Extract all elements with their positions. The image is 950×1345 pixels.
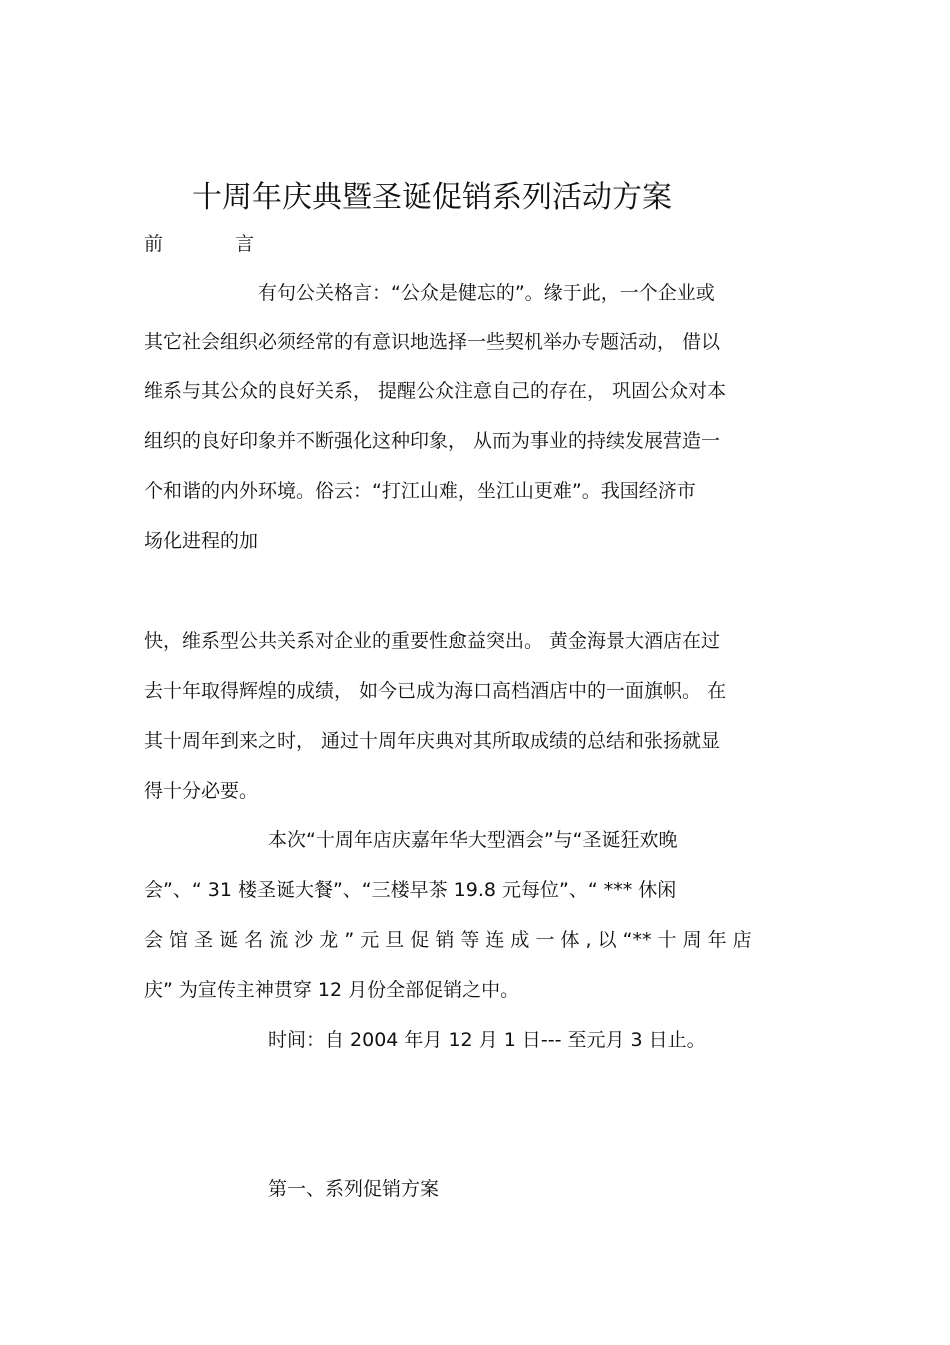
para2-line: 得十分必要。 — [144, 780, 259, 802]
para2-line: 去十年取得辉煌的成绩， 如今已成为海口高档酒店中的一面旗帜。 在 — [144, 680, 727, 702]
para2-line: 其十周年到来之时， 通过十周年庆典对其所取成绩的总结和张扬就显 — [144, 730, 721, 752]
document-title: 十周年庆典暨圣诞促销系列活动方案 — [192, 180, 672, 215]
preface-heading — [144, 229, 254, 256]
preface-char-1: 前 — [144, 233, 164, 255]
para3-line: 庆” 为宣传主神贯穿 12 月份全部促销之中。 — [144, 979, 520, 1001]
para1-line: 有句公关格言：“公众是健忘的”。缘于此，一个企业或 — [258, 282, 715, 304]
time-line: 时间：自 2004 年月 12 月 1 日--- 至元月 3 日止。 — [268, 1029, 706, 1051]
para1-line: 场化进程的加 — [144, 530, 259, 552]
section-heading: 第一、系列促销方案 — [268, 1178, 440, 1200]
para3-line: 本次“十周年店庆嘉年华大型酒会”与“圣诞狂欢晚 — [268, 829, 678, 851]
para1-line: 组织的良好印象并不断强化这种印象， 从而为事业的持续发展营造一 — [144, 430, 721, 452]
para1-line: 个和谐的内外环境。俗云：“打江山难，坐江山更难”。我国经济市 — [144, 480, 696, 502]
para2-line: 快，维系型公共关系对企业的重要性愈益突出。 黄金海景大酒店在过 — [144, 630, 721, 652]
preface-char-2: 言 — [235, 233, 255, 255]
para1-line: 维系与其公众的良好关系， 提醒公众注意自己的存在， 巩固公众对本 — [144, 380, 727, 402]
para3-line: 会”、“ 31 楼圣诞大餐”、“三楼早茶 19.8 元每位”、“ *** 休闲 — [144, 879, 677, 901]
para1-line: 其它社会组织必须经常的有意识地选择一些契机举办专题活动， 借以 — [144, 331, 721, 353]
para3-line: 会 馆 圣 诞 名 流 沙 龙 ” 元 旦 促 销 等 连 成 一 体 , 以 “** 十 周 年 店 — [144, 929, 752, 951]
